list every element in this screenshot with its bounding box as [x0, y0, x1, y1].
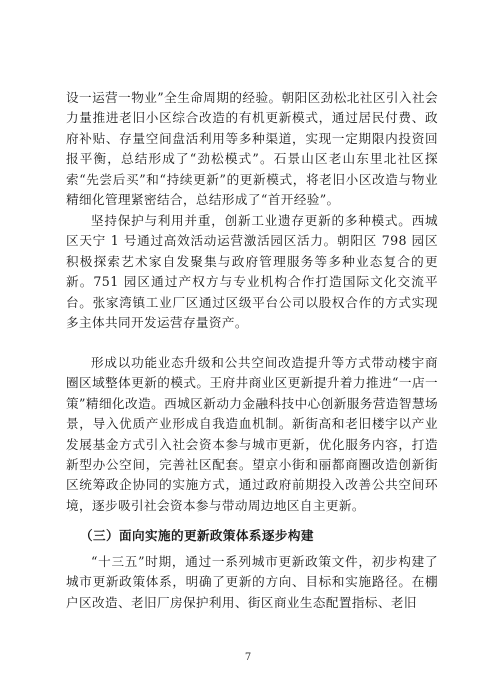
paragraph-business-district: 形成以功能业态升级和公共空间改造提升等方式带动楼宇商圈区域整体更新的模式。王府井商业区更新提升着力推进“一店一策”精细化改造。西城区新动力金融科技中心创新服务营造智慧场景，导入优质产业形成自我造血机制。新街高和老旧楼宇以产业发展基金方式引入社会资本参与城市更新，优化服务内容，打造新型办公空间，完善社区配套。望京小街和丽都商圈改造创新街区统筹政企协同的实施方式，通过政府前期投入改善公共空间环境，逐步吸引社会资本参与带动周边地区自主更新。: [66, 355, 438, 513]
paragraph-policy-system: “十三五”时期，通过一系列城市更新政策文件，初步构建了城市更新政策体系，明确了更新的方向、目标和实施路径。在棚户区改造、老旧厂房保护利用、街区商业生态配置指标、老旧: [66, 554, 438, 610]
paragraph-community-renewal: 设一运营一物业”全生命周期的经验。朝阳区劲松北社区引入社会力量推进老旧小区综合改造的有机更新模式，通过居民付费、政府补贴、存量空间盘活利用等多种渠道，实现一定期限内投资回报平衡，总结形成了“劲松模式”。石景山区老山东里北社区探索“先尝后买”和“持续更新”的更新模式，将老旧小区改造与物业精细化管理紧密结合，总结形成了“首开经验”。: [66, 90, 438, 208]
paragraph-industrial-heritage: 坚持保护与利用并重，创新工业遗存更新的多种模式。西城区天宁 1 号通过高效活动运营激活园区活力。朝阳区 798 园区积极探索艺术家自发聚集与政府管理服务等多种业态复合的更新。751 园区通过产权方与专业机构合作打造国际文化交流平台。张家湾镇工业厂区通过区级平台公司以股权合作的方式实现多主体共同开发运营存量资产。: [66, 213, 438, 331]
page-number: 7: [244, 652, 252, 663]
section-heading: （三）面向实施的更新政策体系逐步构建: [80, 528, 314, 543]
